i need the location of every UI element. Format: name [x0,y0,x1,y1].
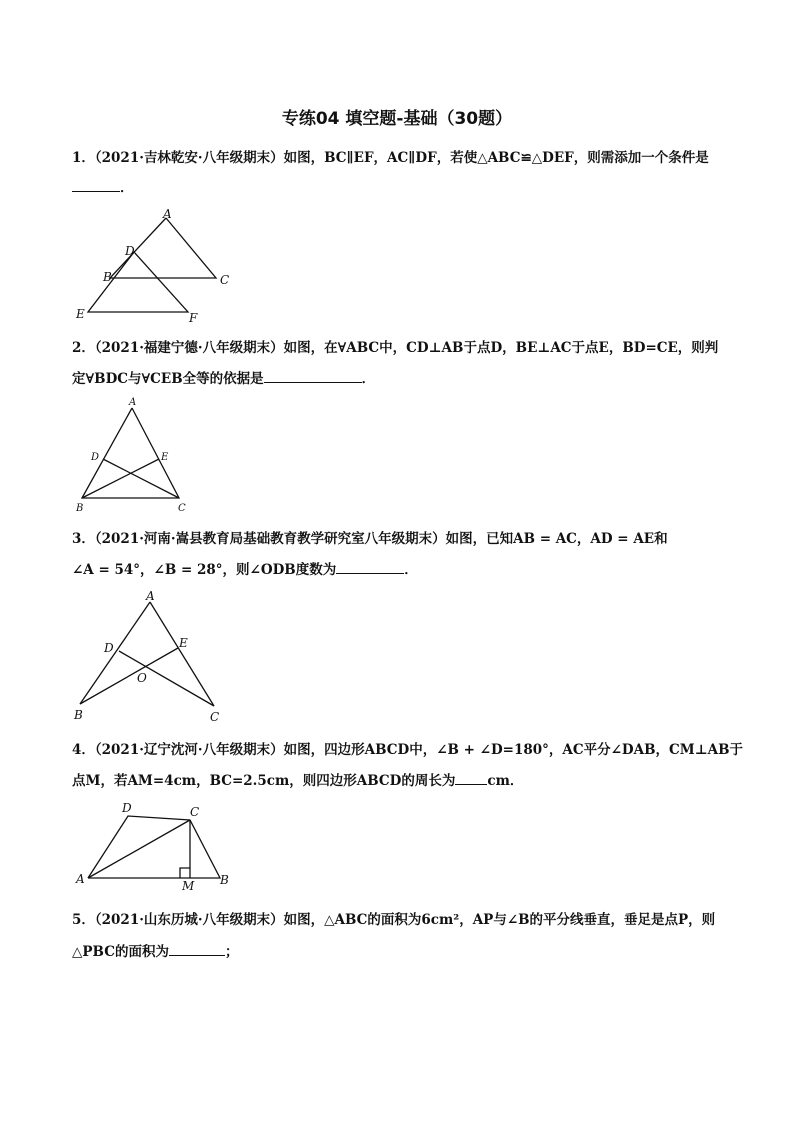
q5-answer-blank [169,943,225,956]
q4-label-a: A [76,872,85,886]
q2-figure [70,394,195,518]
q1-label-f: F [189,311,198,325]
q4-right-angle-mark [180,868,190,878]
q3-answer-blank [336,561,404,574]
q1-label-c: C [220,273,230,287]
q2-label-d: D [91,452,100,463]
q1-label-e: E [76,307,85,321]
q2-label-a: A [129,397,137,408]
q2-line-end: ． [361,371,376,387]
q3-label-a: A [146,589,155,603]
q1-text-line1: 1．（2021·吉林乾安·八年级期末）如图，BC∥EF，AC∥DF，若使△ABC≌△DEF，则需添加一个条件是 [72,150,709,166]
q2-label-e: E [161,452,169,463]
q2-answer-blank [264,370,362,383]
q3-figure [70,586,230,726]
q3-text-line1: 3．（2021·河南·嵩县教育局基础教育教学研究室八年级期末）如图，已知AB = AC，AD = AE和 [72,531,668,547]
q2-segment-cd [103,459,179,498]
q3-label-d: D [104,641,114,655]
q1-label-a: A [163,207,172,221]
q4-diagonal-ac [88,820,190,878]
q1-label-b: B [103,270,112,284]
q5-text-line1: 5．（2021·山东历城·八年级期末）如图，△ABC的面积为6cm²，AP与∠B的平分线垂直，垂足是点P，则 [72,912,716,928]
q3-label-o: O [137,671,147,685]
q1-figure [70,204,250,326]
q3-label-e: E [179,636,188,650]
q2-label-b: B [76,503,84,514]
q3-label-b: B [74,708,83,722]
q3-line2-text: ∠A = 54°，∠B = 28°，则∠ODB度数为 [72,562,337,578]
q3-segment-ac [150,602,214,706]
q5-line2-text: △PBC的面积为 [72,944,169,960]
q4-text-line1: 4．（2021·辽宁沈河·八年级期末）如图，四边形ABCD中，∠B + ∠D=180°，AC平分∠DAB，CM⊥AB于 [72,742,744,758]
q4-label-m: M [182,879,195,893]
q3-line-end: ． [404,562,418,578]
q4-label-d: D [122,801,132,815]
q4-answer-blank [455,772,487,785]
q1-answer-blank [72,179,120,192]
q5-text-line2 [72,940,238,960]
q4-label-b: B [220,873,229,887]
q1-text-line2 [72,176,134,196]
q4-line-end: cm． [487,773,524,789]
q1-label-d: D [125,244,135,258]
page-title: 专练04 填空题-基础（30题） [281,109,513,129]
q4-text-line2 [72,769,523,789]
q2-label-c: C [178,503,186,514]
q4-quadrilateral-abcd [88,816,220,878]
q3-segment-ab [80,602,150,704]
q3-segment-ce [119,651,214,706]
q4-figure [70,798,240,894]
q2-line2-text: 定∀BDC与∀CEB全等的依据是 [72,371,264,387]
q3-text-line2 [72,558,418,578]
q2-text-line2 [72,367,375,387]
q3-label-c: C [210,710,220,724]
q1-line-end: ． [120,180,134,196]
q5-line-end: ； [224,944,239,960]
q4-label-c: C [190,805,200,819]
q2-text-line1: 2．（2021·福建宁德·八年级期末）如图，在∀ABC中，CD⊥AB于点D，BE⊥AC于点E，BD=CE，则判 [72,340,719,356]
q4-line2-text: 点M，若AM=4cm，BC=2.5cm，则四边形ABCD的周长为 [72,773,456,789]
